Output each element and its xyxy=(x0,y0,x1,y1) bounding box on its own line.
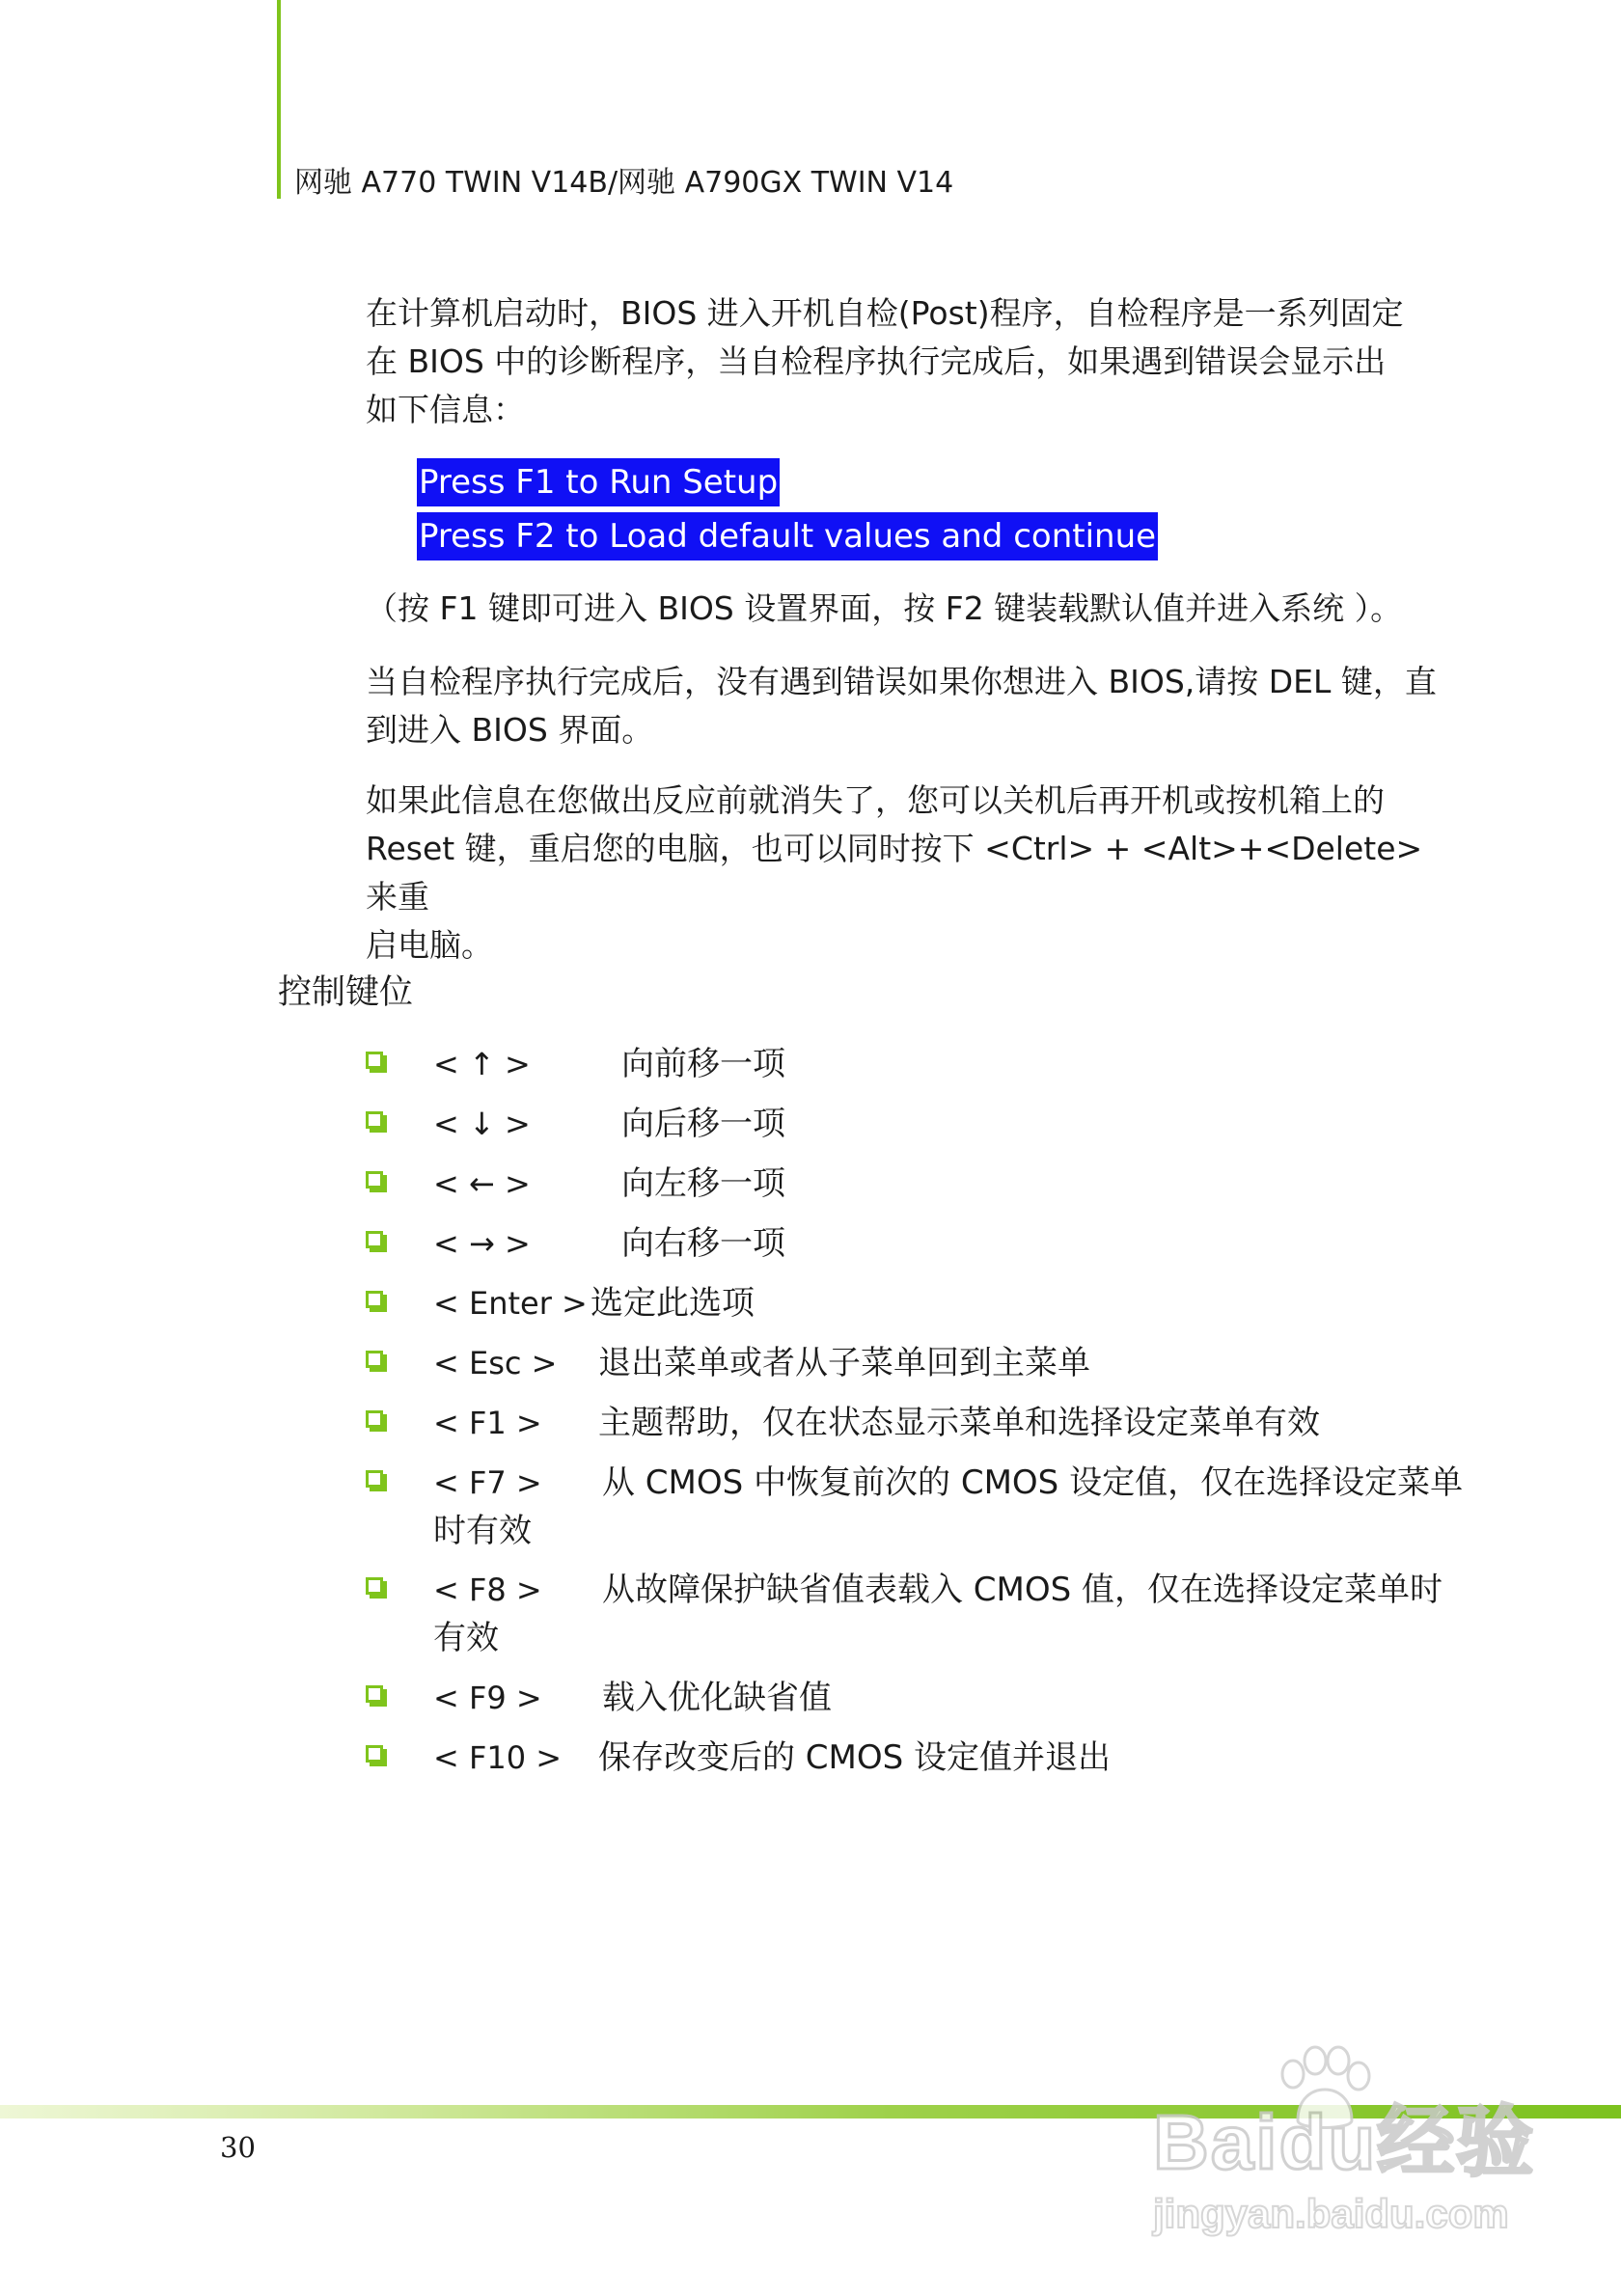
key-description: 载入优化缺省值 xyxy=(602,1679,832,1717)
paragraph-line: 当自检程序执行完成后，没有遇到错误如果你想进入 BIOS,请按 DEL 键，直 xyxy=(366,663,1437,700)
intro-line: 如下信息： xyxy=(366,391,525,428)
key-description: 选定此选项 xyxy=(591,1284,755,1323)
paragraph-line: 启电脑。 xyxy=(366,926,493,964)
paragraph-line: 如果此信息在您做出反应前就消失了，您可以关机后再开机或按机箱上的 xyxy=(366,781,1385,819)
baidu-watermark xyxy=(1153,2045,1539,2257)
key-label: < Esc > xyxy=(433,1345,558,1381)
bios-message-f1: Press F1 to Run Setup xyxy=(417,458,780,506)
page-number: 30 xyxy=(220,2131,256,2164)
reset-paragraph xyxy=(366,777,1446,970)
key-label: < ↓ > xyxy=(433,1106,531,1142)
key-label: < → > xyxy=(433,1225,531,1262)
key-description: 保存改变后的 CMOS 设定值并退出 xyxy=(598,1738,1112,1777)
section-title-control-keys: 控制键位 xyxy=(278,973,414,1012)
running-header-title: 网驰 A770 TWIN V14B/网驰 A790GX TWIN V14 xyxy=(294,166,954,200)
key-label: < F7 > xyxy=(433,1464,542,1501)
key-label: < Enter > xyxy=(433,1285,588,1322)
key-description: 向前移一项 xyxy=(621,1045,785,1083)
paragraph-line: 到进入 BIOS 界面。 xyxy=(366,711,654,749)
checkbox-bullet-icon xyxy=(366,1577,383,1595)
key-description: 退出菜单或者从子菜单回到主菜单 xyxy=(598,1344,1090,1382)
header-accent-bar xyxy=(277,0,281,199)
checkbox-bullet-icon xyxy=(366,1470,383,1488)
key-label: < ← > xyxy=(433,1165,531,1202)
checkbox-bullet-icon xyxy=(366,1745,383,1763)
checkbox-bullet-icon xyxy=(366,1052,383,1069)
checkbox-bullet-icon xyxy=(366,1231,383,1248)
key-label: < ↑ > xyxy=(433,1046,531,1082)
key-note: （按 F1 键即可进入 BIOS 设置界面，按 F2 键装载默认值并进入系统 ）。 xyxy=(366,589,1403,627)
key-description: 主题帮助，仅在状态显示菜单和选择设定菜单有效 xyxy=(598,1404,1320,1442)
key-label: < F1 > xyxy=(433,1405,542,1441)
del-key-paragraph xyxy=(366,658,1446,754)
key-description-continued: 有效 xyxy=(433,1619,499,1657)
intro-paragraph xyxy=(366,289,1446,434)
key-description: 从故障保护缺省值表载入 CMOS 值，仅在选择设定菜单时 xyxy=(602,1571,1443,1609)
key-label: < F10 > xyxy=(433,1739,563,1776)
intro-line: 在 BIOS 中的诊断程序，当自检程序执行完成后，如果遇到错误会显示出 xyxy=(366,342,1387,380)
key-description-continued: 时有效 xyxy=(433,1512,532,1550)
checkbox-bullet-icon xyxy=(366,1171,383,1189)
watermark-url: jingyan.baidu.com xyxy=(1153,2191,1509,2236)
key-label: < F9 > xyxy=(433,1680,542,1716)
checkbox-bullet-icon xyxy=(366,1351,383,1368)
key-description: 向后移一项 xyxy=(621,1105,785,1143)
key-description: 向左移一项 xyxy=(621,1164,785,1203)
watermark-brand: Baidu经验 xyxy=(1153,2099,1536,2185)
intro-line: 在计算机启动时，BIOS 进入开机自检(Post)程序，自检程序是一系列固定 xyxy=(366,294,1404,332)
key-description: 从 CMOS 中恢复前次的 CMOS 设定值，仅在选择设定菜单 xyxy=(602,1463,1464,1502)
key-description: 向右移一项 xyxy=(621,1224,785,1263)
bios-message-f2: Press F2 to Load default values and continue xyxy=(417,512,1158,560)
checkbox-bullet-icon xyxy=(366,1291,383,1308)
key-label: < F8 > xyxy=(433,1572,542,1608)
checkbox-bullet-icon xyxy=(366,1410,383,1428)
checkbox-bullet-icon xyxy=(366,1111,383,1129)
checkbox-bullet-icon xyxy=(366,1685,383,1703)
paragraph-line: Reset 键，重启您的电脑，也可以同时按下 <Ctrl> + <Alt>+<Delete> 来重 xyxy=(366,830,1423,916)
